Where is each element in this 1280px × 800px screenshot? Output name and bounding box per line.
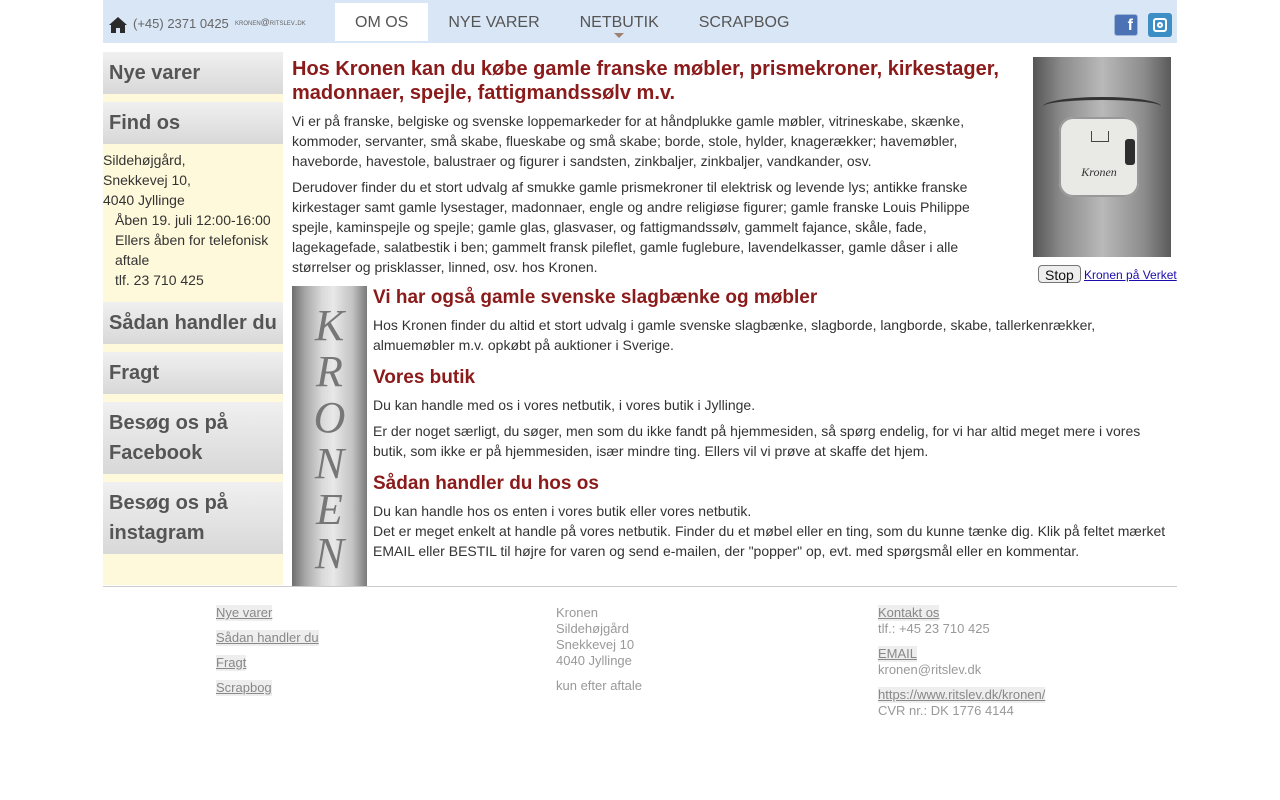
home-icon[interactable] [108, 16, 128, 34]
footer-url-link[interactable]: https://www.ritslev.dk/kronen/ [878, 687, 1046, 702]
second-paragraph: Derudover finder du et stort udvalg af smukke gamle prismekroner til elektrisk og levende lys; antikke franske kirkestager samt gamle lysestager, madonnaer, engle og andre religiøse figurer; gamle franske Louis Philippe spejle, kaminspejle og spejle; gamle glas, glasvaser, og fattigmandssølv, gammelt fajance, skåle, fade, lagekagefade, salatbestik i ben; gammelt fransk pileflet, gamle fuglebure, lavendelkasser, gamle dåser i alle størrelser og prisklasser, linned, osv. hos Kronen. [292, 179, 970, 275]
slideshow-image [1033, 57, 1171, 257]
top-email[interactable]: kronen@ritslev.dk [235, 17, 306, 27]
paragraph-handler-2: Det er meget enkelt at handle på vores netbutik. Finder du et møbel eller en ting, som du kunne tænke dig. Klik på feltet mærket EMAIL eller BESTIL til højre for varen og send e-mailen, der "popper" op, evt. med spørgsmål eller en kommentar. [373, 523, 1166, 559]
heading-handler: Sådan handler du hos os [373, 473, 599, 494]
footer-link-saadan[interactable]: Sådan handler du [216, 630, 319, 645]
banner-letter: E [316, 485, 343, 534]
address-line: Snekkevej 10, [103, 172, 191, 188]
sidebar-phone: tlf. 23 710 425 [115, 272, 204, 288]
paragraph-svenske: Hos Kronen finder du altid et stort udvalg i gamle svenske slagbænke, slagborde, langborde, skabe, tallerkenrækker, almuemøbler m.v. opkøbt på auktioner i Sverige. [373, 317, 1096, 353]
sidebar-item-instagram[interactable]: Besøg os på instagram [103, 482, 283, 554]
sign-bracket [1043, 97, 1161, 116]
footer-email: kronen@ritslev.dk [878, 662, 982, 677]
main-nav [335, 3, 809, 41]
footer-address-line: Sildehøjgård [556, 621, 629, 636]
top-bar [103, 0, 1177, 43]
footer-links [216, 605, 319, 705]
sidebar-item-find-os[interactable]: Find os [103, 102, 283, 144]
content-column [373, 286, 1173, 561]
slideshow-caption-link[interactable]: Kronen på Verket [1084, 268, 1177, 282]
sidebar-address-block [103, 150, 283, 302]
sign-text: Kronen [1081, 165, 1117, 179]
kronen-banner-image [292, 286, 367, 586]
top-phone: (+45) 2371 0425 [133, 16, 229, 31]
footer-email-link[interactable]: EMAIL [878, 646, 918, 661]
paragraph-butik-2: Er der noget særligt, du søger, men som du ikke fandt på hjemmesiden, så spørg endelig, for vi har altid meget mere i vores butik, som ikke er på hjemmesiden, især mindre ting. Ellers vil vi prøve at skaffe det hjem. [373, 423, 1141, 459]
heading-butik: Vores butik [373, 367, 476, 388]
footer-address-line: Kronen [556, 605, 598, 620]
banner-letter: O [313, 393, 346, 442]
crown-icon [1091, 131, 1109, 142]
sidebar-item-saadan[interactable]: Sådan handler du [103, 302, 283, 344]
banner-letter: N [314, 439, 345, 488]
banner-letter: R [316, 347, 343, 396]
footer-link-fragt[interactable]: Fragt [216, 655, 247, 670]
footer-appointment: kun efter aftale [556, 678, 642, 693]
opening-hours: Åben 19. juli 12:00-16:00 [115, 212, 271, 228]
sidebar-item-facebook[interactable]: Besøg os på Facebook [103, 402, 283, 474]
sidebar [103, 52, 283, 585]
footer-contact [878, 605, 1045, 719]
footer-contact-phone: tlf.: +45 23 710 425 [878, 621, 990, 636]
footer-address-line: Snekkevej 10 [556, 637, 635, 652]
footer-address [556, 605, 642, 694]
footer-contact-link[interactable]: Kontakt os [878, 605, 940, 620]
slideshow-stop-button[interactable]: Stop [1038, 265, 1081, 283]
nav-nye-varer[interactable]: NYE VARER [448, 14, 540, 31]
facebook-icon[interactable]: f [1114, 14, 1138, 36]
sidebar-item-nye-varer[interactable]: Nye varer [103, 52, 283, 94]
other-hours: Ellers åben for telefonisk aftale [115, 232, 269, 268]
intro-paragraph: Vi er på franske, belgiske og svenske loppemarkeder for at håndplukke gamle møbler, vitrineskabe, skænke, kommoder, servanter, små skabe, flueskabe og små skabe; borde, stole, hylder, knagerækker; havemøbler, haveborde, havestole, balustraer og figurer i sandsten, zinkbaljer, zinkbaljer, vandkander, osv. [292, 113, 965, 169]
heading-svenske: Vi har også gamle svenske slagbænke og møbler [373, 287, 818, 308]
paragraph-butik-1: Du kan handle med os i vores netbutik, i vores butik i Jyllinge. [373, 397, 756, 413]
nav-netbutik[interactable] [560, 3, 679, 41]
paragraph-handler-1: Du kan handle hos os enten i vores butik eller vores netbutik. [373, 503, 752, 519]
banner-letter: N [314, 529, 345, 578]
sidebar-item-fragt[interactable]: Fragt [103, 352, 283, 394]
footer-cvr: CVR nr.: DK 1776 4144 [878, 703, 1014, 718]
dropdown-arrow-icon [614, 33, 624, 38]
address-line: Sildehøjgård, [103, 152, 186, 168]
footer-link-nye-varer[interactable]: Nye varer [216, 605, 273, 620]
nav-scrapbog[interactable]: SCRAPBOG [698, 14, 790, 31]
instagram-icon[interactable] [1148, 13, 1172, 37]
address-line: 4040 Jyllinge [103, 192, 185, 208]
banner-letter: K [314, 301, 345, 350]
footer-link-scrapbog[interactable]: Scrapbog [216, 680, 272, 695]
nav-netbutik-label: NETBUTIK [579, 14, 659, 31]
lantern-icon [1125, 139, 1135, 165]
footer-divider [103, 586, 1177, 587]
page-title: Hos Kronen kan du købe gamle franske møbler, prismekroner, kirkestager, madonnaer, spejle, fattigmandssølv m.v. [292, 58, 999, 104]
nav-om-os[interactable]: OM OS [335, 3, 428, 41]
footer-address-line: 4040 Jyllinge [556, 653, 632, 668]
